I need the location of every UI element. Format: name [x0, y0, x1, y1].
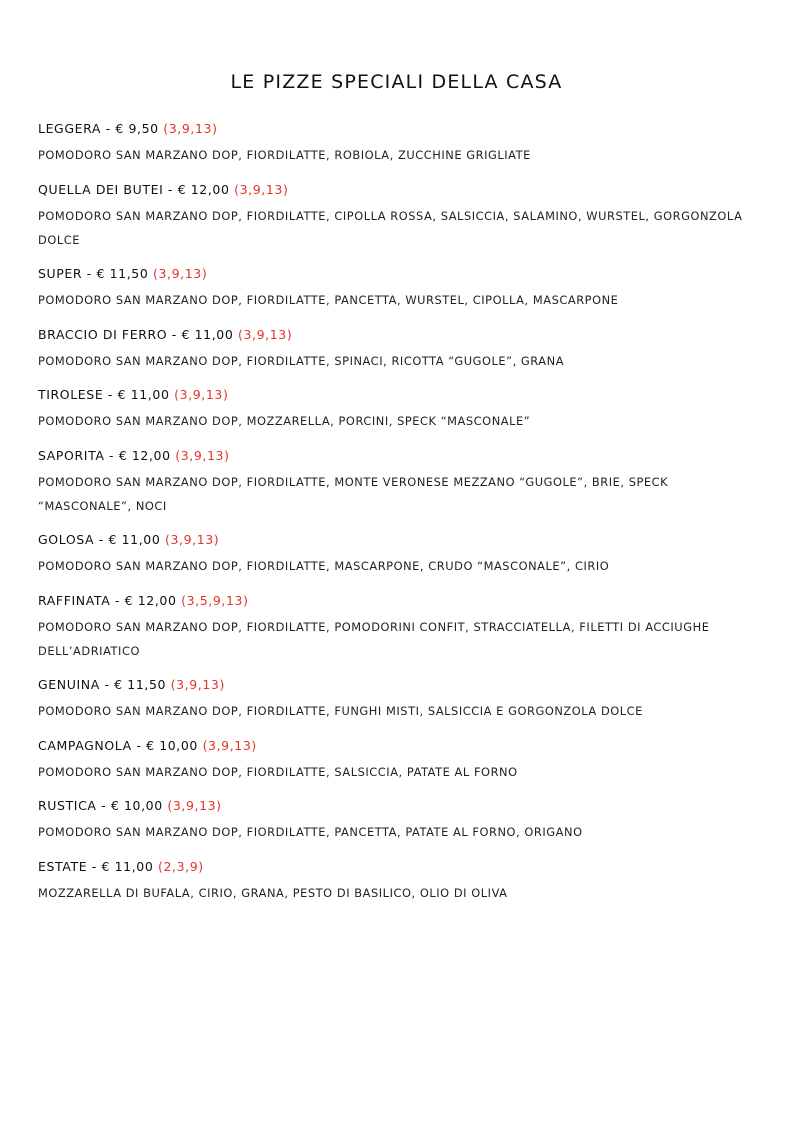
menu-item — [38, 385, 763, 433]
pizza-name: RAFFINATA — [38, 592, 111, 608]
pizza-name: GENUINA — [38, 677, 100, 692]
pizza-description: POMODORO SAN MARZANO DOP, FIORDILATTE, ROBIOLA, ZUCCHINE GRIGLIATE — [38, 148, 531, 162]
menu-item-header: LEGGERA - € 9,50 (3,9,13) — [38, 121, 218, 136]
pizza-description: POMODORO SAN MARZANO DOP, FIORDILATTE, PANCETTA, WURSTEL, CIPOLLA, MASCARPONE — [38, 293, 619, 307]
menu-item-header: SAPORITA - € 12,00 (3,9,13) — [38, 447, 230, 463]
menu-item — [38, 325, 763, 373]
menu-item — [38, 736, 763, 784]
pizza-name: CAMPAGNOLA — [38, 737, 132, 753]
menu-item-header: QUELLA DEI BUTEI - € 12,00 (3,9,13) — [38, 181, 289, 197]
pizza-price: € 10,00 — [146, 737, 198, 753]
menu-item — [38, 446, 763, 518]
menu-item — [38, 264, 763, 312]
pizza-price: € 9,50 — [115, 121, 159, 136]
allergen-codes: (3,9,13) — [234, 181, 289, 197]
allergen-codes: (3,9,13) — [170, 677, 225, 692]
allergen-codes: (3,9,13) — [167, 798, 222, 813]
allergen-codes: (3,9,13) — [164, 532, 220, 547]
pizza-name: RUSTICA — [38, 798, 97, 813]
allergen-codes: (3,9,13) — [152, 266, 208, 281]
pizza-price: € 11,50 — [114, 677, 167, 692]
allergen-codes: (3,5,9,13) — [181, 592, 249, 608]
allergen-codes: (2,3,9) — [157, 858, 204, 874]
pizza-menu-list — [38, 119, 763, 917]
menu-item — [38, 530, 763, 578]
pizza-name: QUELLA DEI BUTEI — [38, 181, 164, 197]
menu-item-header: RAFFINATA - € 12,00 (3,5,9,13) — [38, 592, 249, 608]
allergen-codes: (3,9,13) — [238, 326, 293, 342]
pizza-price: € 12,00 — [177, 181, 230, 197]
pizza-description: POMODORO SAN MARZANO DOP, MOZZARELLA, PORCINI, SPECK “MASCONALE” — [38, 414, 531, 428]
menu-item — [38, 119, 763, 167]
pizza-description: POMODORO SAN MARZANO DOP, FIORDILATTE, POMODORINI CONFIT, STRACCIATELLA, FILETTI DI ACCIUGHE DELL’ADRIATICO — [38, 619, 710, 658]
menu-item-header: CAMPAGNOLA - € 10,00 (3,9,13) — [38, 737, 257, 753]
menu-item-header: GENUINA - € 11,50 (3,9,13) — [38, 677, 225, 692]
allergen-codes: (3,9,13) — [175, 447, 230, 463]
menu-item-header: TIROLESE - € 11,00 (3,9,13) — [38, 387, 229, 402]
allergen-codes: (3,9,13) — [163, 121, 218, 136]
pizza-name: TIROLESE — [38, 387, 104, 402]
pizza-name: GOLOSA — [38, 532, 95, 547]
pizza-name: ESTATE — [38, 858, 88, 874]
pizza-price: € 11,50 — [96, 266, 149, 281]
pizza-price: € 11,00 — [108, 532, 161, 547]
pizza-price: € 11,00 — [181, 326, 234, 342]
menu-item-header: ESTATE - € 11,00 (2,3,9) — [38, 858, 204, 874]
pizza-description: POMODORO SAN MARZANO DOP, FIORDILATTE, PANCETTA, PATATE AL FORNO, ORIGANO — [38, 825, 583, 839]
pizza-name: BRACCIO DI FERRO — [38, 326, 168, 342]
menu-item-header: BRACCIO DI FERRO - € 11,00 (3,9,13) — [38, 326, 293, 342]
pizza-description: MOZZARELLA DI BUFALA, CIRIO, GRANA, PESTO DI BASILICO, OLIO DI OLIVA — [38, 885, 508, 900]
pizza-price: € 12,00 — [124, 592, 177, 608]
menu-item — [38, 796, 763, 844]
pizza-name: SUPER — [38, 266, 83, 281]
menu-item — [38, 675, 763, 723]
pizza-price: € 10,00 — [110, 798, 163, 813]
pizza-name: LEGGERA — [38, 121, 102, 136]
menu-item — [38, 591, 763, 663]
menu-item-header: RUSTICA - € 10,00 (3,9,13) — [38, 798, 222, 813]
pizza-description: POMODORO SAN MARZANO DOP, FIORDILATTE, SALSICCIA, PATATE AL FORNO — [38, 764, 518, 779]
pizza-description: POMODORO SAN MARZANO DOP, FIORDILATTE, MASCARPONE, CRUDO “MASCONALE”, CIRIO — [38, 559, 610, 573]
pizza-price: € 12,00 — [118, 447, 171, 463]
menu-item — [38, 180, 763, 252]
pizza-description: POMODORO SAN MARZANO DOP, FIORDILATTE, MONTE VERONESE MEZZANO “GUGOLE”, BRIE, SPECK “MASCONALE”, NOCI — [38, 474, 669, 513]
pizza-description: POMODORO SAN MARZANO DOP, FIORDILATTE, SPINACI, RICOTTA “GUGOLE”, GRANA — [38, 353, 565, 368]
pizza-price: € 11,00 — [117, 387, 170, 402]
menu-item — [38, 857, 763, 905]
allergen-codes: (3,9,13) — [174, 387, 229, 402]
pizza-description: POMODORO SAN MARZANO DOP, FIORDILATTE, CIPOLLA ROSSA, SALSICCIA, SALAMINO, WURSTEL, GORGONZOLA DOLCE — [38, 208, 743, 247]
pizza-description: POMODORO SAN MARZANO DOP, FIORDILATTE, FUNGHI MISTI, SALSICCIA E GORGONZOLA DOLCE — [38, 704, 643, 718]
allergen-codes: (3,9,13) — [202, 737, 257, 753]
menu-item-header: GOLOSA - € 11,00 (3,9,13) — [38, 532, 220, 547]
pizza-price: € 11,00 — [101, 858, 154, 874]
pizza-name: SAPORITA — [38, 447, 105, 463]
menu-item-header: SUPER - € 11,50 (3,9,13) — [38, 266, 208, 281]
page-title: LE PIZZE SPECIALI DELLA CASA — [230, 71, 563, 93]
